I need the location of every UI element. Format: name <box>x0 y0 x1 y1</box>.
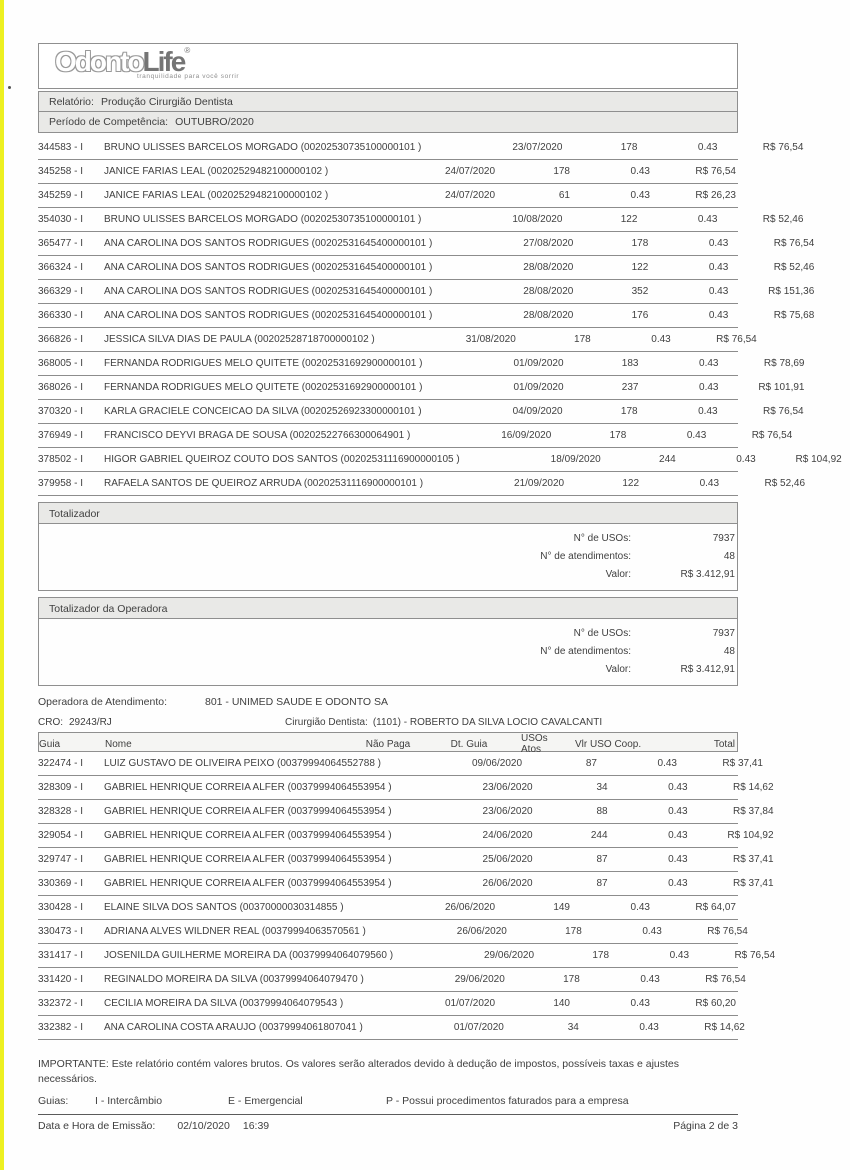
vlr-cell: 0.43 <box>697 142 718 153</box>
guia-cell: 366826 - I <box>38 334 84 345</box>
date-cell: 26/06/2020 <box>444 902 496 913</box>
patient-name-cell: ANA CAROLINA COSTA ARAUJO (00379994061807041 ) <box>104 1022 363 1033</box>
valor-total-line <box>39 660 735 678</box>
usos-cell: 176 <box>631 310 649 321</box>
logo-box <box>38 43 738 89</box>
total-cell: R$ 78,69 <box>763 358 805 369</box>
emission-left <box>38 1120 269 1132</box>
usos-cell: 178 <box>592 950 610 961</box>
patient-name-cell: GABRIEL HENRIQUE CORREIA ALFER (00379994064553954 ) <box>104 830 392 841</box>
vlr-cell: 0.43 <box>708 262 729 273</box>
totalizador-operadora-title: Totalizador da Operadora <box>38 597 738 619</box>
date-cell: 23/06/2020 <box>482 782 533 793</box>
patient-name-cell: ANA CAROLINA DOS SANTOS RODRIGUES (00202531645400000101 ) <box>104 286 433 297</box>
vlr-cell: 0.43 <box>669 950 690 961</box>
patient-name-cell: FERNANDA RODRIGUES MELO QUITETE (00202531692900000101 ) <box>104 382 423 393</box>
usos-cell: 87 <box>585 758 597 769</box>
date-cell: 26/06/2020 <box>456 926 507 937</box>
patient-name-cell: ANA CAROLINA DOS SANTOS RODRIGUES (00202531645400000101 ) <box>104 238 433 249</box>
table-row <box>38 1016 745 1040</box>
vlr-cell: 0.43 <box>657 758 677 769</box>
dentista-line <box>38 717 738 728</box>
total-cell: R$ 52,46 <box>773 262 815 273</box>
vlr-cell: 0.43 <box>630 902 650 913</box>
table-row <box>38 968 746 992</box>
totalizador-operadora-body <box>38 619 738 686</box>
totalizador-block <box>38 502 738 591</box>
total-cell: R$ 26,23 <box>695 190 736 201</box>
guia-cell: 354030 - I <box>38 214 84 225</box>
vlr-cell: 0.43 <box>668 878 688 889</box>
table-row <box>38 776 774 800</box>
usos-cell: 178 <box>631 238 649 249</box>
table-row <box>38 376 805 400</box>
usos-cell: 178 <box>553 166 570 177</box>
table-row <box>38 872 774 896</box>
guia-cell: 379958 - I <box>38 478 84 489</box>
date-cell: 01/09/2020 <box>513 358 564 369</box>
guias-legend <box>38 1095 738 1115</box>
table-row <box>38 448 842 472</box>
table-row <box>38 472 806 496</box>
vlr-cell: 0.43 <box>686 430 707 441</box>
patient-name-cell: JESSICA SILVA DIAS DE PAULA (00202528718700000102 ) <box>104 334 375 345</box>
usos-cell: 178 <box>565 926 582 937</box>
guia-cell: 330473 - I <box>38 926 84 937</box>
header-nao-paga: Não Paga <box>365 738 411 750</box>
total-cell: R$ 151,36 <box>768 286 815 297</box>
guia-cell: 332382 - I <box>38 1022 84 1033</box>
table-row <box>38 800 774 824</box>
header-total: Total <box>713 738 735 750</box>
registered-mark: ® <box>184 46 191 55</box>
date-cell: 24/07/2020 <box>444 190 496 201</box>
usos-total-label: N° de USOs: <box>573 532 631 544</box>
usos-total-value: 7937 <box>712 627 735 639</box>
guia-cell: 378502 - I <box>38 454 84 465</box>
total-cell: R$ 76,54 <box>763 406 804 417</box>
date-cell: 24/07/2020 <box>444 166 496 177</box>
date-cell: 28/08/2020 <box>523 262 574 273</box>
vlr-cell: 0.43 <box>639 1022 659 1033</box>
total-cell: R$ 64,07 <box>695 902 736 913</box>
date-cell: 27/08/2020 <box>523 238 574 249</box>
guia-cell: 329054 - I <box>38 830 84 841</box>
guia-cell: 366329 - I <box>38 286 84 297</box>
guias-table-1 <box>38 136 842 496</box>
guia-cell: 331417 - I <box>38 950 84 961</box>
report-title-bar <box>38 91 738 112</box>
guia-cell: 366324 - I <box>38 262 84 273</box>
usos-total-label: N° de USOs: <box>573 627 631 639</box>
vlr-cell: 0.43 <box>699 358 719 369</box>
legend-intercambio: I - Intercâmbio <box>95 1095 163 1108</box>
patient-name-cell: JANICE FARIAS LEAL (00202529482100000102 ) <box>104 190 329 201</box>
usos-cell: 244 <box>590 830 608 841</box>
usos-cell: 178 <box>563 974 580 985</box>
valor-total-value: R$ 3.412,91 <box>680 568 735 580</box>
usos-cell: 34 <box>596 782 608 793</box>
table-row <box>38 136 804 160</box>
date-cell: 10/08/2020 <box>512 214 563 225</box>
usos-cell: 149 <box>553 902 570 913</box>
table-row <box>38 992 738 1016</box>
guia-cell: 370320 - I <box>38 406 84 417</box>
usos-cell: 244 <box>659 454 676 465</box>
table-row <box>38 752 763 776</box>
date-cell: 28/08/2020 <box>523 310 574 321</box>
date-cell: 01/07/2020 <box>444 998 496 1009</box>
brand-odonto: Odonto <box>55 46 143 77</box>
date-cell: 23/06/2020 <box>482 806 533 817</box>
atendimentos-total-line <box>39 547 735 565</box>
usos-cell: 122 <box>620 214 638 225</box>
table-row <box>38 920 748 944</box>
brand-tagline: tranquilidade para você sorrir <box>137 73 240 80</box>
usos-cell: 122 <box>622 478 640 489</box>
patient-name-cell: HIGOR GABRIEL QUEIROZ COUTO DOS SANTOS (00202531116900000105 ) <box>104 454 460 465</box>
guias-label: Guias: <box>38 1095 69 1108</box>
vlr-cell: 0.43 <box>708 310 729 321</box>
usos-cell: 87 <box>596 878 608 889</box>
header-usos: USOs Atos <box>521 733 548 755</box>
total-cell: R$ 104,92 <box>727 830 774 841</box>
patient-name-cell: GABRIEL HENRIQUE CORREIA ALFER (00379994064553954 ) <box>104 782 392 793</box>
table-row <box>38 280 815 304</box>
table-row <box>38 848 774 872</box>
guia-cell: 332372 - I <box>38 998 84 1009</box>
table-row <box>38 328 757 352</box>
usos-cell: 352 <box>631 286 649 297</box>
usos-cell: 178 <box>620 142 638 153</box>
date-cell: 18/09/2020 <box>550 454 601 465</box>
patient-name-cell: CECILIA MOREIRA DA SILVA (00379994064079543 ) <box>104 998 344 1009</box>
date-cell: 31/08/2020 <box>465 334 516 345</box>
usos-cell: 183 <box>621 358 639 369</box>
vlr-cell: 0.43 <box>651 334 671 345</box>
total-cell: R$ 76,54 <box>716 334 757 345</box>
date-cell: 01/07/2020 <box>453 1022 504 1033</box>
total-cell: R$ 75,68 <box>773 310 815 321</box>
atendimentos-total-value: 48 <box>723 550 735 562</box>
table-row <box>38 424 793 448</box>
usos-cell: 237 <box>621 382 639 393</box>
guia-cell: 345258 - I <box>38 166 84 177</box>
totalizador-body <box>38 524 738 591</box>
brand-life: Life <box>142 46 185 77</box>
date-cell: 29/06/2020 <box>484 950 535 961</box>
valor-total-label: Valor: <box>605 663 631 675</box>
operadora-line <box>38 696 738 708</box>
usos-total-value: 7937 <box>712 532 735 544</box>
date-cell: 24/06/2020 <box>482 830 533 841</box>
usos-cell: 87 <box>596 854 608 865</box>
vlr-cell: 0.43 <box>630 166 650 177</box>
guia-cell: 330369 - I <box>38 878 84 889</box>
usos-cell: 178 <box>574 334 591 345</box>
scan-edge-strip <box>0 0 4 1170</box>
total-cell: R$ 52,46 <box>764 478 806 489</box>
vlr-cell: 0.43 <box>698 406 718 417</box>
table-row <box>38 256 815 280</box>
patient-name-cell: GABRIEL HENRIQUE CORREIA ALFER (00379994064553954 ) <box>104 806 392 817</box>
vlr-cell: 0.43 <box>699 382 719 393</box>
guia-cell: 345259 - I <box>38 190 84 201</box>
header-vlr: Vlr USO Coop. <box>575 738 642 750</box>
guia-cell: 344583 - I <box>38 142 84 153</box>
total-cell: R$ 37,84 <box>732 806 774 817</box>
patient-name-cell: ANA CAROLINA DOS SANTOS RODRIGUES (00202531645400000101 ) <box>104 262 433 273</box>
header-dt-guia: Dt. Guia <box>450 738 488 750</box>
patient-name-cell: ANA CAROLINA DOS SANTOS RODRIGUES (00202531645400000101 ) <box>104 310 433 321</box>
period-label: Período de Competência: <box>49 116 169 128</box>
dentista-value: (1101) - ROBERTO DA SILVA LOCIO CAVALCANTI <box>372 717 603 728</box>
page-number: Página 2 de 3 <box>673 1120 738 1133</box>
emission-line <box>38 1120 738 1132</box>
patient-name-cell: FRANCISCO DEYVI BRAGA DE SOUSA (00202522766300064901 ) <box>104 430 411 441</box>
usos-cell: 178 <box>620 406 638 417</box>
total-cell: R$ 60,20 <box>695 998 736 1009</box>
report-name: Produção Cirurgião Dentista <box>100 96 233 108</box>
guia-cell: 376949 - I <box>38 430 84 441</box>
total-cell: R$ 76,54 <box>762 142 804 153</box>
table-row <box>38 896 738 920</box>
totalizador-operadora-block <box>38 597 738 686</box>
dentista-label: Cirurgião Dentista: <box>285 717 368 728</box>
date-cell: 25/06/2020 <box>482 854 533 865</box>
vlr-cell: 0.43 <box>697 214 718 225</box>
table-row <box>38 400 804 424</box>
table-row <box>38 352 805 376</box>
date-cell: 16/09/2020 <box>501 430 552 441</box>
total-cell: R$ 37,41 <box>732 878 774 889</box>
guias-table-2 <box>38 752 776 1040</box>
table-row <box>38 824 774 848</box>
legend-faturados: P - Possui procedimentos faturados para a empresa <box>386 1095 629 1108</box>
patient-name-cell: JANICE FARIAS LEAL (00202529482100000102 ) <box>104 166 329 177</box>
valor-total-line <box>39 565 735 583</box>
valor-total-label: Valor: <box>605 568 631 580</box>
guia-cell: 330428 - I <box>38 902 84 913</box>
date-cell: 09/06/2020 <box>471 758 523 769</box>
total-cell: R$ 76,54 <box>695 166 736 177</box>
emission-date: 02/10/2020 <box>177 1120 230 1133</box>
total-cell: R$ 14,62 <box>704 1022 745 1033</box>
total-cell: R$ 104,92 <box>795 454 842 465</box>
patient-name-cell: ELAINE SILVA DOS SANTOS (00370000030314855 ) <box>104 902 344 913</box>
patient-name-cell: BRUNO ULISSES BARCELOS MORGADO (00202530735100000101 ) <box>104 214 422 225</box>
date-cell: 26/06/2020 <box>482 878 533 889</box>
total-cell: R$ 76,54 <box>705 974 746 985</box>
vlr-cell: 0.43 <box>668 854 688 865</box>
valor-total-value: R$ 3.412,91 <box>680 663 735 675</box>
total-cell: R$ 37,41 <box>722 758 763 769</box>
vlr-cell: 0.43 <box>668 782 688 793</box>
cro-group <box>38 717 285 728</box>
vlr-cell: 0.43 <box>640 974 660 985</box>
emission-time: 16:39 <box>242 1120 270 1133</box>
report-label: Relatório: <box>49 96 94 108</box>
patient-name-cell: KARLA GRACIELE CONCEICAO DA SILVA (00202526923300000101 ) <box>104 406 422 417</box>
total-cell: R$ 76,54 <box>773 238 815 249</box>
date-cell: 23/07/2020 <box>512 142 563 153</box>
usos-cell: 178 <box>609 430 627 441</box>
vlr-cell: 0.43 <box>630 998 650 1009</box>
total-cell: R$ 76,54 <box>707 926 748 937</box>
guia-cell: 331420 - I <box>38 974 84 985</box>
atendimentos-total-label: N° de atendimentos: <box>540 550 631 562</box>
totalizador-title: Totalizador <box>38 502 738 524</box>
patient-name-cell: GABRIEL HENRIQUE CORREIA ALFER (00379994064553954 ) <box>104 878 392 889</box>
odontolife-logo <box>39 44 737 81</box>
total-cell: R$ 101,91 <box>758 382 805 393</box>
cro-value: 29243/RJ <box>69 717 112 728</box>
table-row <box>38 232 815 256</box>
legend-emergencial: E - Emergencial <box>228 1095 303 1108</box>
total-cell: R$ 37,41 <box>732 854 774 865</box>
atendimentos-total-line <box>39 642 735 660</box>
table-row <box>38 208 804 232</box>
total-cell: R$ 14,62 <box>732 782 774 793</box>
guia-cell: 368005 - I <box>38 358 84 369</box>
vlr-cell: 0.43 <box>708 238 729 249</box>
guia-cell: 365477 - I <box>38 238 84 249</box>
report-content <box>38 43 842 1133</box>
usos-cell: 34 <box>567 1022 579 1033</box>
guias-table-header <box>38 732 738 755</box>
emission-label: Data e Hora de Emissão: <box>38 1120 156 1133</box>
table-row <box>38 304 815 328</box>
guia-cell: 329747 - I <box>38 854 84 865</box>
important-note: IMPORTANTE: Este relatório contém valores brutos. Os valores serão alterados devido à dedução de impostos, possíveis taxas e ajustes necessários. <box>38 1058 679 1085</box>
patient-name-cell: LUIZ GUSTAVO DE OLIVEIRA PEIXO (00379994064552788 ) <box>104 758 381 769</box>
patient-name-cell: JOSENILDA GUILHERME MOREIRA DA (00379994064079560 ) <box>104 950 394 961</box>
operadora-value: 801 - UNIMED SAUDE E ODONTO SA <box>205 696 389 708</box>
date-cell: 29/06/2020 <box>454 974 505 985</box>
operadora-label: Operadora de Atendimento: <box>38 696 168 708</box>
atendimentos-total-value: 48 <box>723 645 735 657</box>
patient-name-cell: ADRIANA ALVES WILDNER REAL (00379994063570561 ) <box>104 926 366 937</box>
header-nome: Nome <box>105 738 132 750</box>
total-cell: R$ 76,54 <box>751 430 793 441</box>
total-cell: R$ 52,46 <box>762 214 804 225</box>
guia-cell: 368026 - I <box>38 382 84 393</box>
period-value: OUTUBRO/2020 <box>175 116 254 128</box>
vlr-cell: 0.43 <box>736 454 756 465</box>
guia-cell: 328328 - I <box>38 806 84 817</box>
date-cell: 21/09/2020 <box>514 478 565 489</box>
guia-cell: 366330 - I <box>38 310 84 321</box>
period-bar <box>38 112 738 133</box>
vlr-cell: 0.43 <box>668 830 688 841</box>
vlr-cell: 0.43 <box>630 190 650 201</box>
usos-cell: 122 <box>631 262 649 273</box>
date-cell: 28/08/2020 <box>523 286 574 297</box>
cro-label: CRO: <box>38 717 63 728</box>
usos-cell: 88 <box>596 806 608 817</box>
usos-cell: 61 <box>558 190 570 201</box>
vlr-cell: 0.43 <box>708 286 729 297</box>
vlr-cell: 0.43 <box>668 806 688 817</box>
header-guia: Guia <box>39 738 61 750</box>
vlr-cell: 0.43 <box>699 478 720 489</box>
usos-cell: 140 <box>553 998 570 1009</box>
scan-speck <box>8 86 11 89</box>
table-row <box>38 944 776 968</box>
usos-total-line <box>39 624 735 642</box>
date-cell: 04/09/2020 <box>512 406 563 417</box>
table-row <box>38 184 738 208</box>
patient-name-cell: REGINALDO MOREIRA DA SILVA (00379994064079470 ) <box>104 974 364 985</box>
date-cell: 01/09/2020 <box>513 382 564 393</box>
patient-name-cell: FERNANDA RODRIGUES MELO QUITETE (00202531692900000101 ) <box>104 358 423 369</box>
patient-name-cell: RAFAELA SANTOS DE QUEIROZ ARRUDA (00202531116900000101 ) <box>104 478 424 489</box>
patient-name-cell: GABRIEL HENRIQUE CORREIA ALFER (00379994064553954 ) <box>104 854 392 865</box>
guia-cell: 322474 - I <box>38 758 84 769</box>
atendimentos-total-label: N° de atendimentos: <box>540 645 631 657</box>
vlr-cell: 0.43 <box>642 926 662 937</box>
usos-total-line <box>39 529 735 547</box>
table-row <box>38 160 738 184</box>
guia-cell: 328309 - I <box>38 782 84 793</box>
total-cell: R$ 76,54 <box>734 950 776 961</box>
patient-name-cell: BRUNO ULISSES BARCELOS MORGADO (00202530735100000101 ) <box>104 142 422 153</box>
